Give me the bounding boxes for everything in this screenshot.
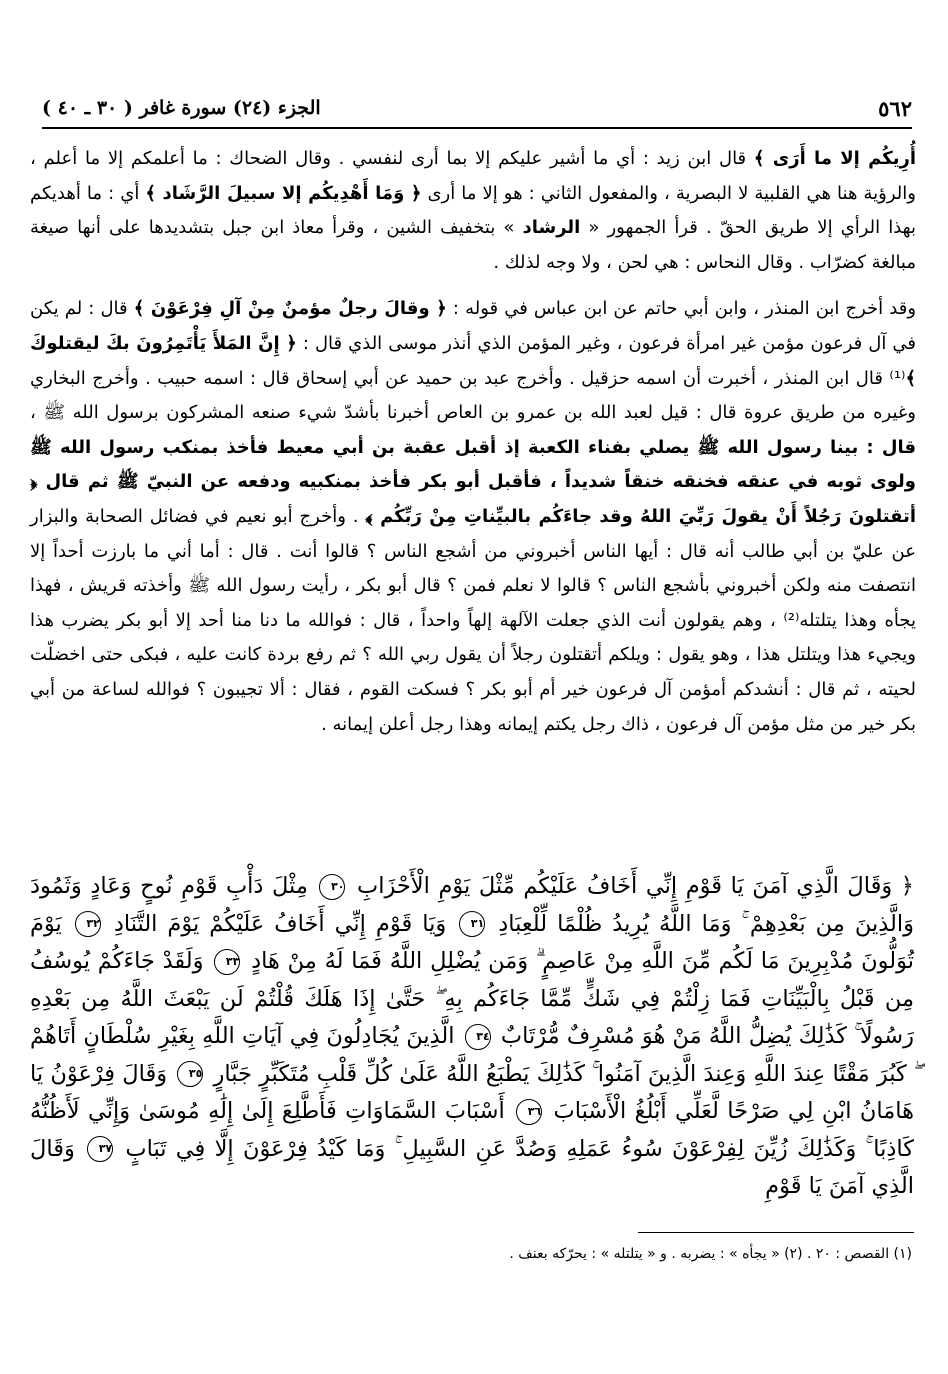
quran-quote: ﴿ وقالَ رجلٌ مؤمنٌ مِنْ آلِ فِرْعَوْنَ ﴾ — [133, 298, 447, 320]
verse-text: وَقَالَ فِرْعَوْنُ يَا هَامَانُ ابْنِ لِي صَرْحًا لَّعَلِّي أَبْلُغُ الْأَسْبَابَ — [30, 1060, 914, 1124]
verse-text: الَّذِينَ يُجَادِلُونَ فِي آيَاتِ اللَّهِ بِغَيْرِ سُلْطَانٍ أَتَاهُمْ ۖ كَبُرَ مَقْتًا عِندَ اللَّهِ وَعِندَ الَّذِينَ آمَنُوا ۚ كَذَٰلِكَ يَطْبَعُ اللَّهُ عَلَىٰ كُلِّ قَلْبِ مُتَكَبِّرٍ جَبَّارٍ — [30, 1023, 914, 1087]
quran-quote: ﴿ إِنَّ المَلأَ يَأْتَمِرُونَ بكَ ليقتلوكَ ﴾ — [30, 332, 916, 389]
verse-text: وَيَا قَوْمِ إِنِّي أَخَافُ عَلَيْكُمْ يَوْمَ التَّنَادِ — [113, 910, 447, 937]
header-rule — [42, 127, 912, 129]
verse-text: وَلَقَدْ جَاءَكُمْ يُوسُفُ مِن قَبْلُ بِالْبَيِّنَاتِ فَمَا زِلْتُمْ فِي شَكٍّ مِّمَّا جَاءَكُم بِهِ ۖ حَتَّىٰ إِذَا هَلَكَ قُلْتُمْ لَن يَبْعَثَ اللَّهُ مِن بَعْدِهِ رَسُولًا ۚ كَذَٰلِكَ يُضِلُّ اللَّهُ مَنْ هُوَ مُسْرِفٌ مُّرْتَابٌ — [30, 948, 915, 1049]
commentary-paragraph-1 — [30, 142, 916, 280]
verse-text: مِثْلَ دَأْبِ قَوْمِ نُوحٍ وَعَادٍ وَثَمُودَ وَالَّذِينَ مِن بَعْدِهِمْ ۚ وَمَا اللَّهُ يُرِيدُ ظُلْمًا لِّلْعِبَادِ — [30, 873, 915, 937]
commentary-text: قال : لم يكن في آل فرعون مؤمن غير امرأة فرعون ، وغير المؤمن الذي أنذر موسى الذي قال : — [30, 298, 917, 354]
commentary-paragraph-2 — [30, 292, 916, 742]
ayah-number-marker: ٣٥ — [177, 1061, 203, 1087]
commentary-text: قال ابن زيد : أي ما أشير عليكم إلا بما أرى لنفسي . وقال الضحاك : ما أعلمكم إلا ما أعلم ، والرؤية هنا هي القلبية لا البصرية ، والمفعول الثاني : هو إلا ما أرى — [30, 148, 916, 204]
quran-word: الرشاد — [522, 217, 581, 239]
quran-quote: ﴿ وَمَا أَهْدِيكُم إلا سبيلَ الرَّشَاد ﴾ — [145, 182, 422, 204]
commentary-body — [30, 142, 916, 742]
ayah-number-marker: ٣٤ — [465, 1024, 491, 1050]
ayah-number-marker: ٣٢ — [75, 911, 101, 937]
page-number: ٥٦٢ — [878, 95, 912, 121]
ayah-number-marker: ٣٣ — [214, 949, 240, 975]
ayah-number-marker: ٣٧ — [87, 1136, 113, 1162]
commentary-text: أي : ما أهديكم بهذا الرأي إلا طريق الحقّ . قرأ الجمهور « — [30, 182, 916, 239]
footnote-line: (١) القصص : ٢٠ . (٢) « يجأه » : يضربه . و « يتلتله » : يحرّكه بعنف . — [509, 1246, 912, 1262]
hadith-text: قال : بينا رسول الله ﷺ يصلي بفناء الكعبة إذ أقبل عقبة بن أبي معيط فأخذ بمنكب رسول الله ﷺ ولوى ثوبه في عنقه فخنقه خنقاً شديداً ، فأقبل أبو بكر فأخذ بمنكبيه ودفعه عن النبيّ ﷺ ثم قال ﴿ أتقتلونَ رَجُلاً أَنْ يقولَ رَبِّيَ اللهُ وقد جاءَكُم بالبيِّناتِ مِنْ رَبِّكُم ﴾ — [30, 436, 916, 527]
verse-text: ﴿ وَقَالَ الَّذِي آمَنَ يَا قَوْمِ إِنِّي أَخَافُ عَلَيْكُم مِّثْلَ يَوْمِ الْأَحْزَابِ — [357, 873, 914, 899]
commentary-text: » بتخفيف الشين ، وقرأ معاذ ابن جبل بتشديدها على أنها صيغة مبالغة كضرّاب . وقال النحاس : هي لحن ، ولا وجه لذلك . — [30, 217, 916, 273]
footnote-rule — [638, 1232, 914, 1233]
verse-text: يَوْمَ تُوَلُّونَ مُدْبِرِينَ مَا لَكُم مِّنَ اللَّهِ مِنْ عَاصِمٍ ۗ وَمَن يُضْلِلِ اللَّهُ فَمَا لَهُ مِنْ هَادٍ — [30, 910, 914, 974]
footnotes — [52, 1240, 912, 1268]
ayah-number-marker: ٣٠ — [319, 874, 345, 900]
quran-verses — [30, 868, 914, 1206]
running-title: الجزء (٢٤) سورة غافر ( ٣٠ ـ ٤٠ ) — [42, 97, 321, 119]
commentary-text: . وأخرج أبو نعيم في فضائل الصحابة والبزار عن عليّ بن أبي طالب أنه قال : أيها الناس أخبروني من أشجع الناس ؟ قالوا أنت . قال : أما أني ما بارزت أحداً إلا انتصفت منه ولكن أخبروني بأشجع الناس ؟ قالوا لا نعلم فمن ؟ قال أبو بكر ، رأيت رسول الله ﷺ وأخذته قريش ، فهذا يجأه وهذا يتلتله⁽²⁾ ، وهم يقولون أنت الذي جعلت الآلهة إلهاً واحداً ، قال : فوالله ما دنا منا أحد إلا أبو بكر يضرب هذا ويجيء هذا ويتلتل هذا ، وهو يقول : ويلكم أتقتلون رجلاً أن يقول ربي الله ؟ ثم رفع بردة كانت عليه ، فبكى حتى اخضلّت لحيته ، ثم قال : أنشدكم أمؤمن آل فرعون خير أم أبو بكر ؟ فسكت القوم ، فقال : ألا تجيبون ؟ فوالله لساعة من أبي بكر خير من مثل مؤمن آل فرعون ، ذاك رجل يكتم إيمانه وهذا رجل أعلن إيمانه . — [30, 505, 917, 735]
commentary-text: وقد أخرج ابن المنذر ، وابن أبي حاتم عن ابن عباس في قوله : — [446, 298, 917, 320]
quran-quote: أُرِيكُم إلا ما أَرَى ﴾ — [753, 148, 916, 169]
verse-text: أَسْبَابَ السَّمَاوَاتِ فَأَطَّلِعَ إِلَىٰ إِلَٰهِ مُوسَىٰ وَإِنِّي لَأَظُنُّهُ كَاذِبًا ۚ وَكَذَٰلِكَ زُيِّنَ لِفِرْعَوْنَ سُوءُ عَمَلِهِ وَصُدَّ عَنِ السَّبِيلِ ۚ وَمَا كَيْدُ فِرْعَوْنَ إِلَّا فِي تَبَابٍ — [30, 1098, 914, 1162]
ayah-number-marker: ٣١ — [459, 911, 485, 937]
commentary-text: ⁽¹⁾ قال ابن المنذر ، أخبرت أن اسمه حزقيل . وأخرج عبد بن حميد عن أبي إسحاق قال : اسمه حبيب . وأخرج البخاري وغيره من طريق عروة قال : قيل لعبد الله بن عمرو بن العاص أخبرنا بأشدّ شيء صنعه المشركون برسول الله ﷺ ، — [30, 367, 916, 424]
page-header — [42, 92, 912, 124]
ayah-number-marker: ٣٦ — [516, 1099, 542, 1125]
verse-text: وَقَالَ الَّذِي آمَنَ يَا قَوْمِ — [30, 1135, 914, 1199]
